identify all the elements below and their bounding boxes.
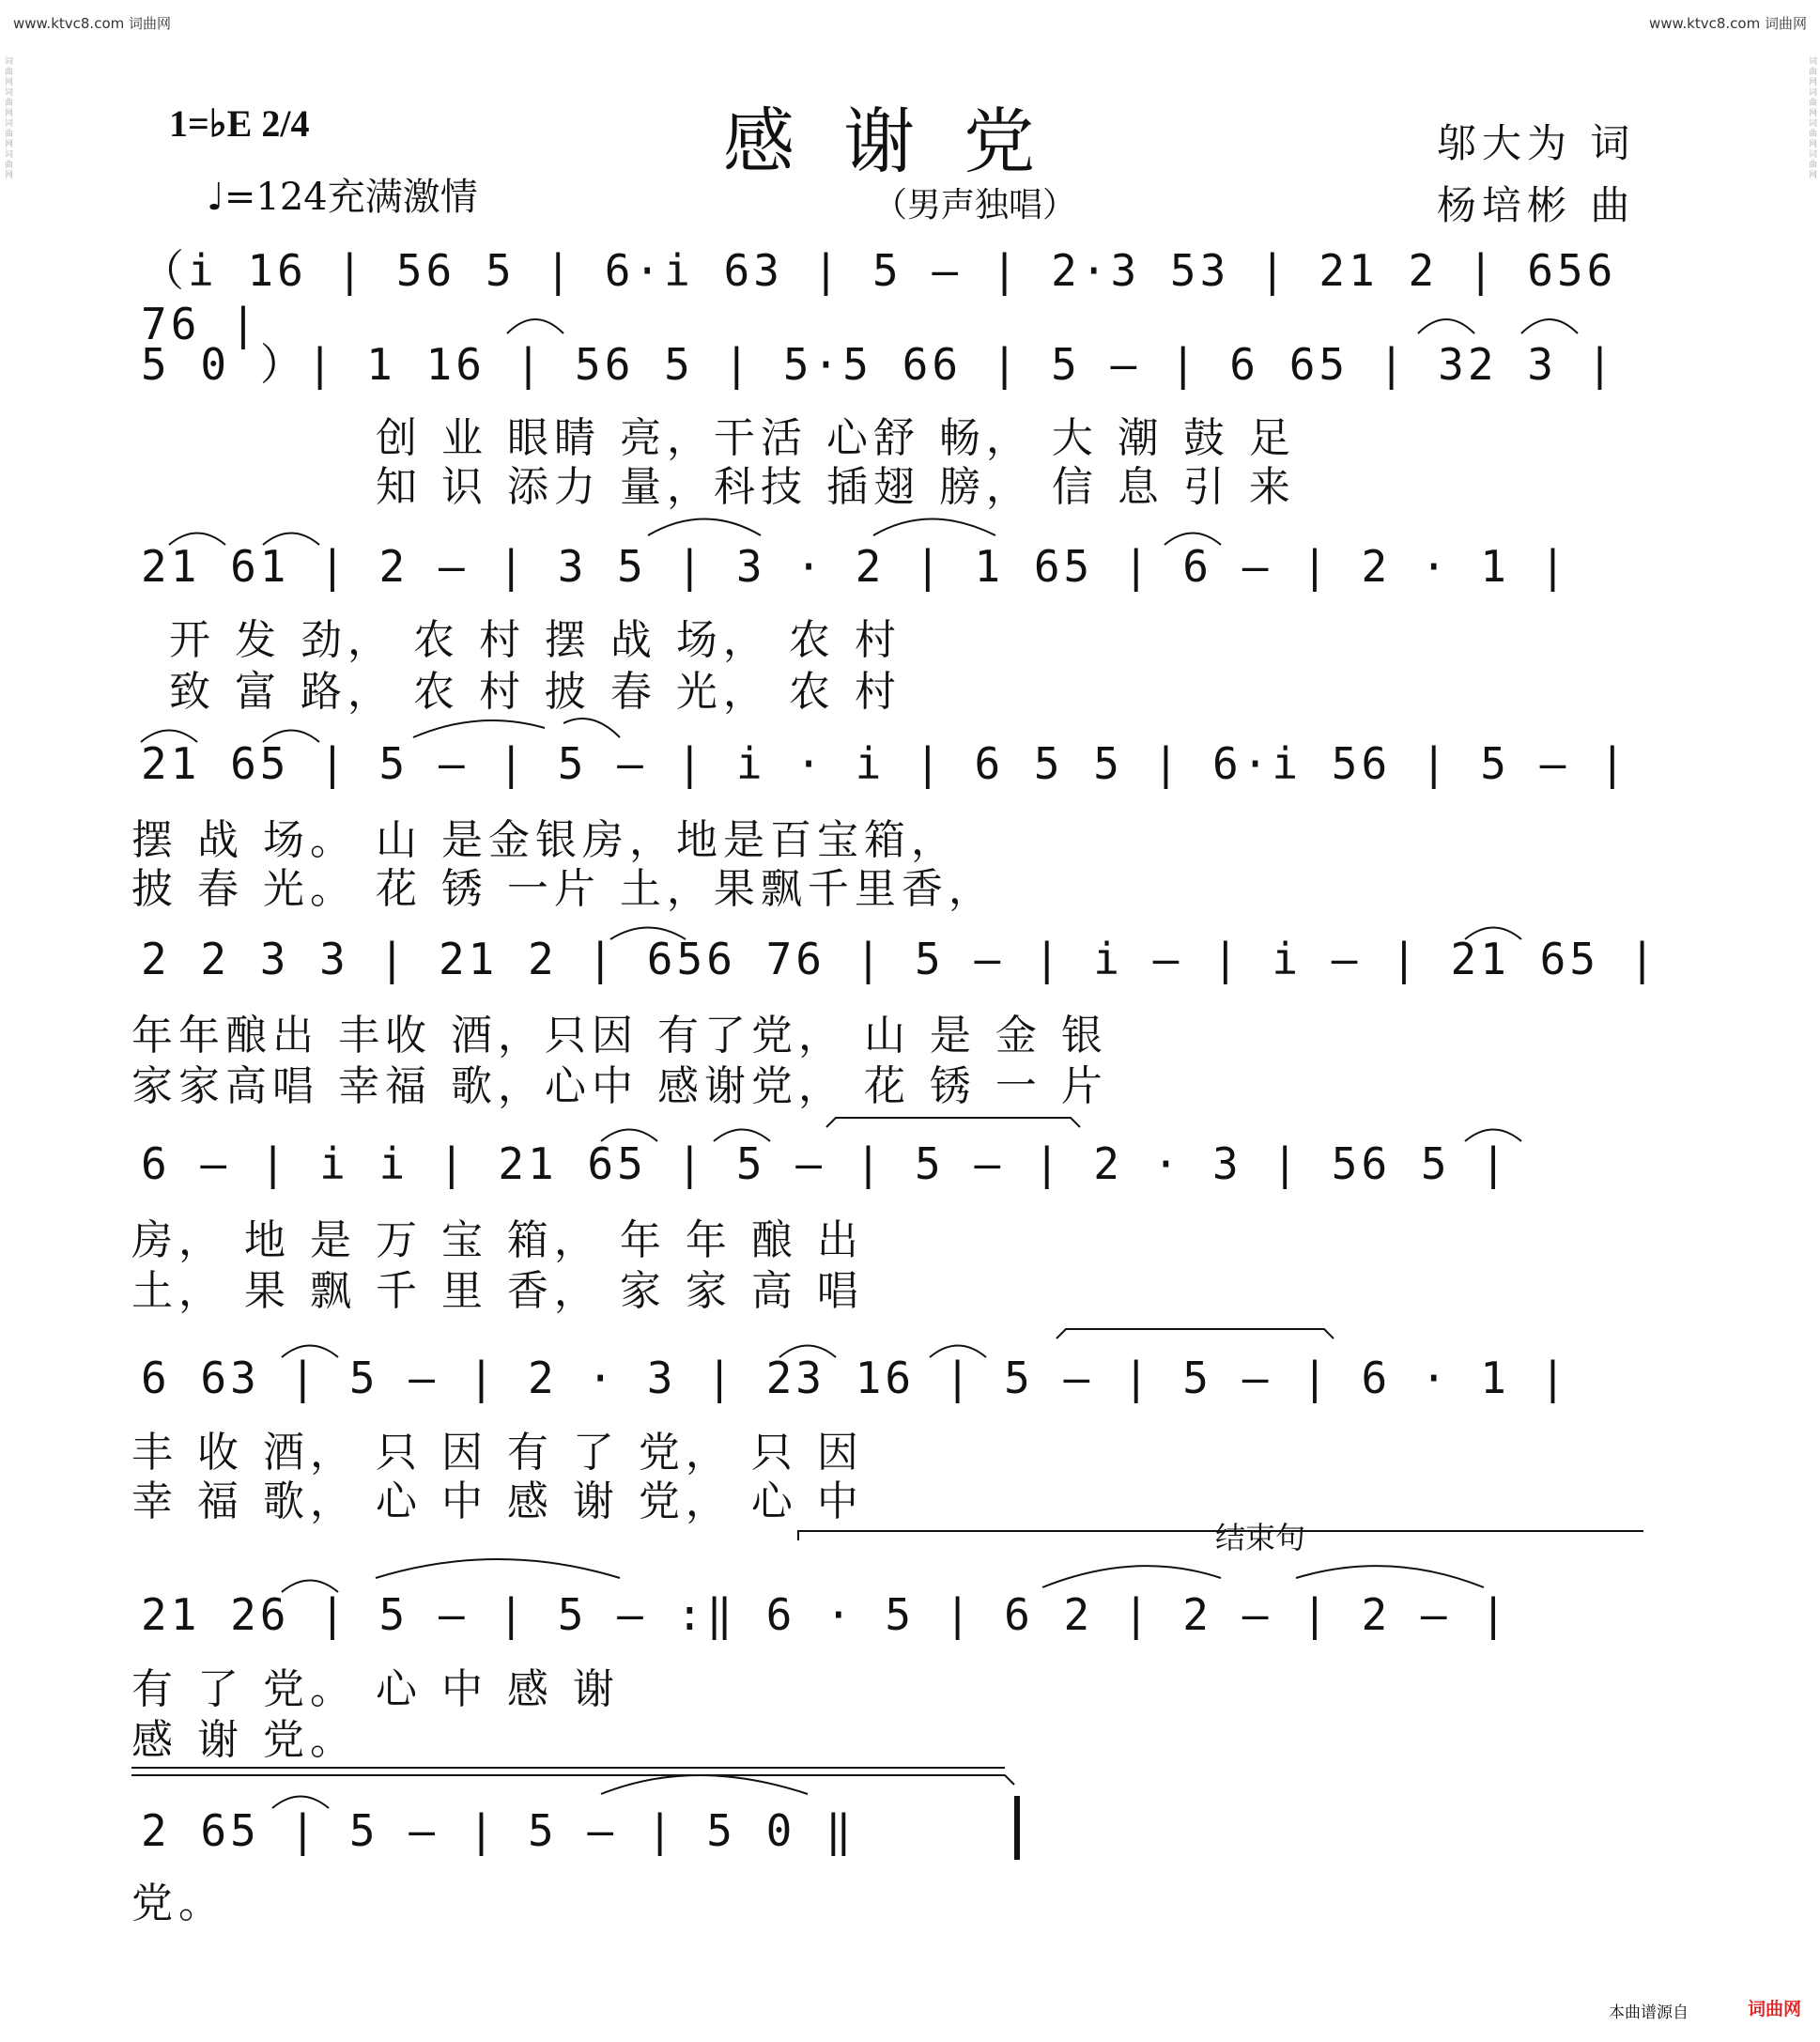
- song-subtitle: （男声独唱）: [873, 186, 1077, 224]
- lyric-line-9-verse-1: 党。: [131, 1880, 225, 1927]
- lyric-line-5-verse-2: 家家高唱 幸福 歌，心中 感谢党， 花 锈 一 片: [131, 1062, 1108, 1110]
- lyric-line-2-verse-2: 知 识 添力 量，科技 插翅 膀， 信 息 引 来: [376, 463, 1296, 511]
- lyricist-credit: 邬大为 词: [1437, 120, 1636, 166]
- score-line-6: 6 — | i i | 21 65 | 5 — | 5 — | 2 · 3 | 56 5 |: [141, 1138, 1510, 1189]
- tempo-marking: ♩=124充满激情: [207, 176, 478, 219]
- lyric-line-8-verse-1: 有 了 党。 心 中 感 谢: [131, 1665, 620, 1713]
- lyric-line-3-verse-1: 开 发 劲， 农 村 摆 战 场， 农 村: [169, 616, 902, 664]
- side-watermark-left: 词曲网词曲网词曲网词曲网: [3, 56, 12, 180]
- key-signature: 1=♭E 2/4: [169, 102, 310, 145]
- score-line-9: 2 65 | 5 — | 5 — | 5 0 ‖: [141, 1805, 856, 1856]
- score-line-8: 21 26 | 5 — | 5 — :‖ 6 · 5 | 6 2 | 2 — | 2 — |: [141, 1589, 1510, 1640]
- score-line-4: 21 65 | 5 — | 5 — | i · i | 6 5 5 | 6·i 56 | 5 — |: [141, 738, 1629, 789]
- watermark-left: www.ktvc8.com 词曲网: [13, 15, 172, 32]
- lyric-line-4-verse-1: 摆 战 场。 山 是金银房，地是百宝箱，: [131, 816, 958, 864]
- score-line-7: 6 63 | 5 — | 2 · 3 | 23 16 | 5 — | 5 — | 6 · 1 |: [141, 1353, 1570, 1403]
- lyric-line-7-verse-1: 丰 收 酒， 只 因 有 了 党， 只 因: [131, 1429, 864, 1477]
- lyric-line-8-verse-2: 感 谢 党。: [131, 1716, 357, 1764]
- score-line-2: 5 0 ）| 1 16 | 56 5 | 5·5 66 | 5 — | 6 65 | 32 3 |: [141, 339, 1617, 390]
- lyric-line-2-verse-1: 创 业 眼睛 亮，干活 心舒 畅， 大 潮 鼓 足: [376, 414, 1296, 462]
- lyric-line-6-verse-1: 房， 地 是 万 宝 箱， 年 年 酿 出: [131, 1216, 864, 1264]
- composer-credit: 杨培彬 曲: [1437, 182, 1636, 228]
- ending-phrase-label: 结束句: [1211, 1514, 1309, 1557]
- score-line-5: 2 2 3 3 | 21 2 | 656 76 | 5 — | i — | i — | 21 65 |: [141, 934, 1659, 984]
- side-watermark-right: 词曲网词曲网词曲网词曲网: [1807, 56, 1816, 180]
- lyric-line-7-verse-2: 幸 福 歌， 心 中 感 谢 党， 心 中: [131, 1477, 864, 1525]
- lyric-line-3-verse-2: 致 富 路， 农 村 披 春 光， 农 村: [169, 668, 902, 716]
- watermark-right: www.ktvc8.com 词曲网: [1648, 15, 1807, 32]
- footer-brand[interactable]: 词曲网: [1747, 1999, 1801, 2019]
- song-title: 感谢党: [723, 100, 1084, 183]
- score-line-1: （i 16 | 56 5 | 6·i 63 | 5 — | 2·3 53 | 21 2 | 656 76 |: [141, 245, 1617, 349]
- lyric-line-4-verse-2: 披 春 光。 花 锈 一片 土，果飘千里香，: [131, 865, 995, 913]
- lyric-line-5-verse-1: 年年酿出 丰收 酒，只因 有了党， 山 是 金 银: [131, 1012, 1108, 1060]
- score-line-3: 21 61 | 2 — | 3 5 | 3 · 2 | 1 65 | 6 — | 2 · 1 |: [141, 541, 1570, 592]
- footer-source: 本曲谱源自: [1609, 2003, 1689, 2022]
- lyric-line-6-verse-2: 土， 果 飘 千 里 香， 家 家 高 唱: [131, 1267, 864, 1315]
